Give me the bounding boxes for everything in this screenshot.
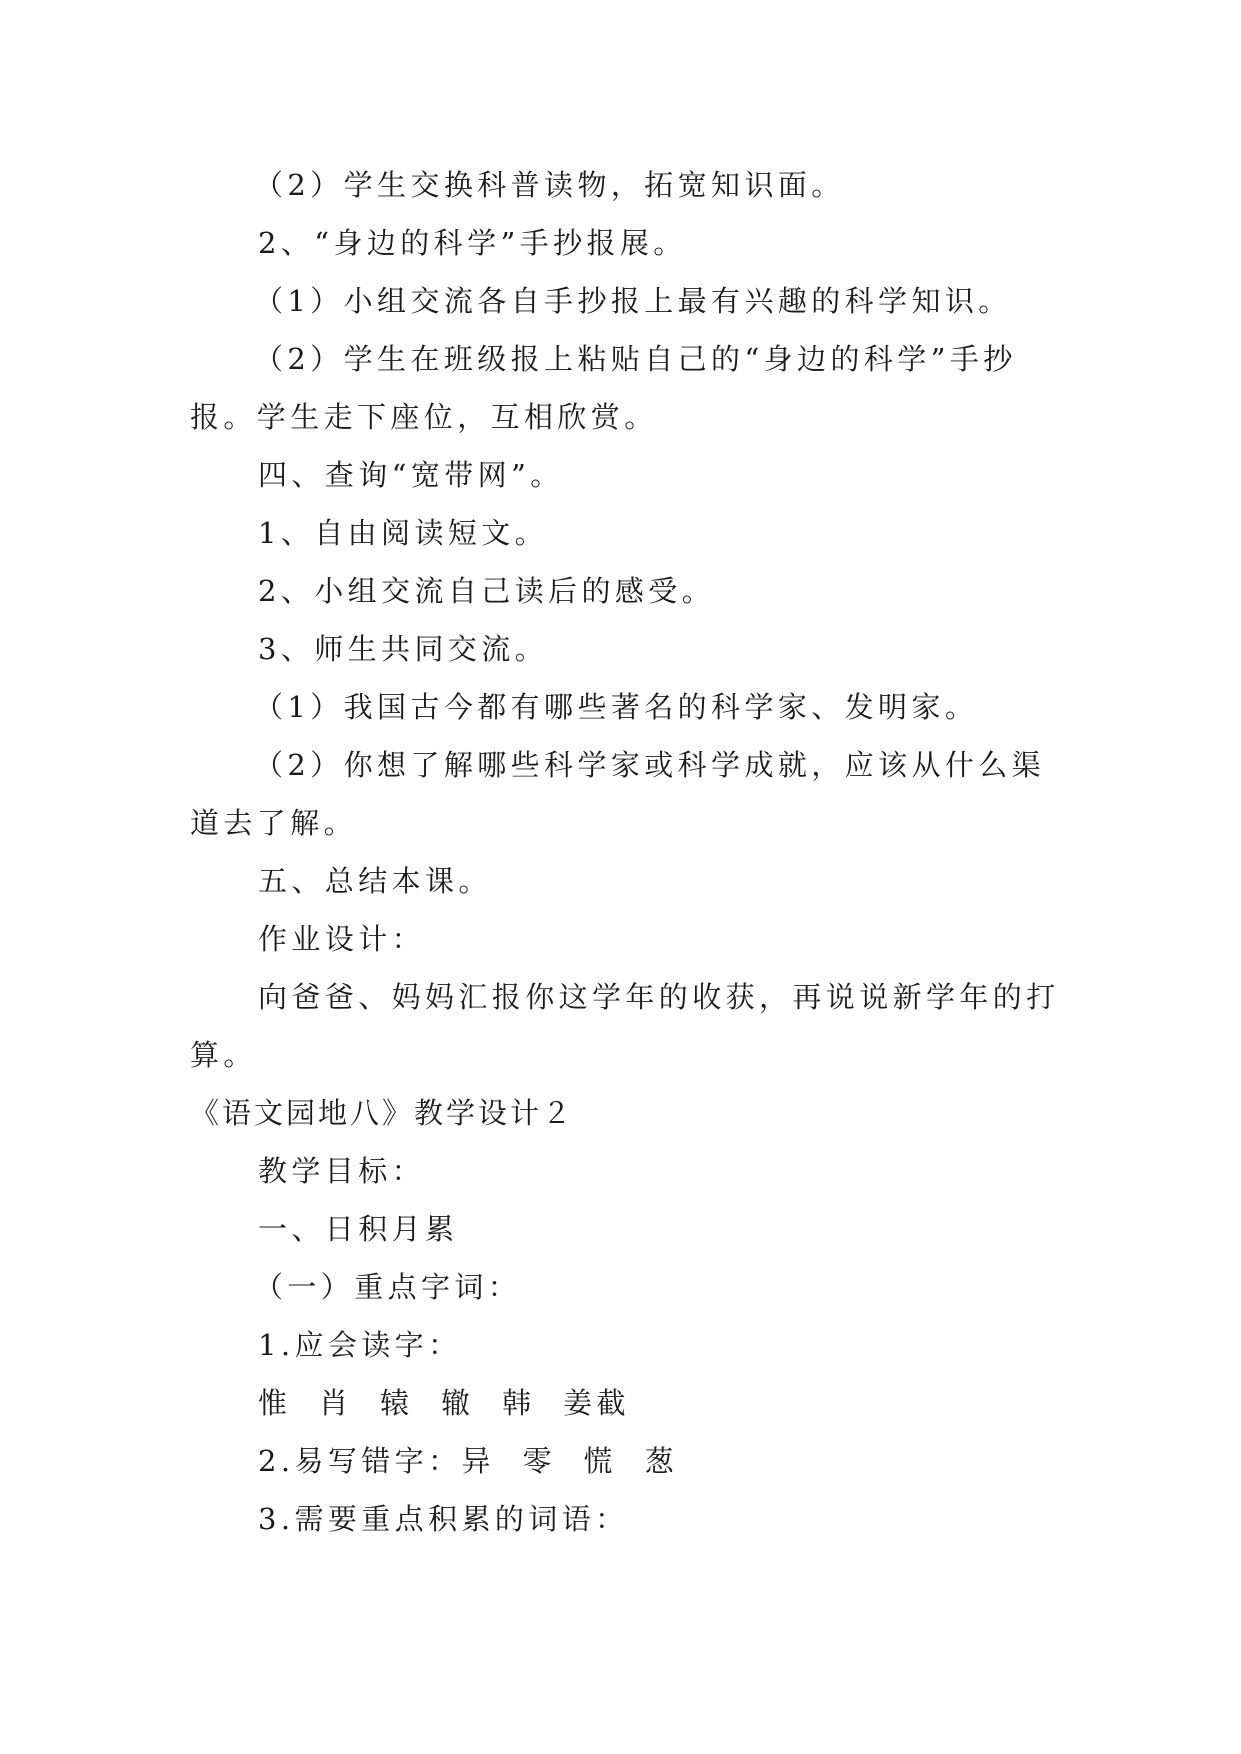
paragraph-line: （一）重点字词： [254,1270,522,1304]
paragraph-line: 向爸爸、妈妈汇报你这学年的收获，再说说新学年的打 [258,980,1060,1014]
paragraph-line: 2、小组交流自己读后的感受。 [258,574,716,608]
section-heading: 四、查询“宽带网”。 [258,458,564,492]
document-title: 《语文园地八》教学设计２ [190,1096,575,1130]
section-heading: 五、总结本课。 [258,864,492,898]
paragraph-line: 算。 [190,1038,257,1072]
paragraph-line: 惟 肖 辕 辙 韩 姜截 [258,1386,630,1420]
paragraph-line: 道去了解。 [190,806,358,840]
paragraph-line: （2）学生交换科普读物，拓宽知识面。 [254,168,845,202]
paragraph-line: 报。学生走下座位，互相欣赏。 [190,400,658,434]
paragraph-line: 作业设计： [258,922,426,956]
section-heading: 一、日积月累 [258,1212,459,1246]
paragraph-line: 1.应会读字： [258,1328,462,1362]
paragraph-line: 1、自由阅读短文。 [258,516,549,550]
paragraph-line: 3.需要重点积累的词语： [258,1502,629,1536]
paragraph-line: （2）学生在班级报上粘贴自己的“身边的科学”手抄 [254,342,1017,376]
paragraph-line: 2、“身边的科学”手抄报展。 [258,226,687,260]
paragraph-line: 2.易写错字：异 零 慌 葱 [258,1444,678,1478]
paragraph-line: （2）你想了解哪些科学家或科学成就，应该从什么渠 [254,748,1046,782]
paragraph-line: （1）小组交流各自手抄报上最有兴趣的科学知识。 [254,284,1012,318]
paragraph-line: 教学目标： [258,1154,426,1188]
paragraph-line: 3、师生共同交流。 [258,632,549,666]
paragraph-line: （1）我国古今都有哪些著名的科学家、发明家。 [254,690,979,724]
